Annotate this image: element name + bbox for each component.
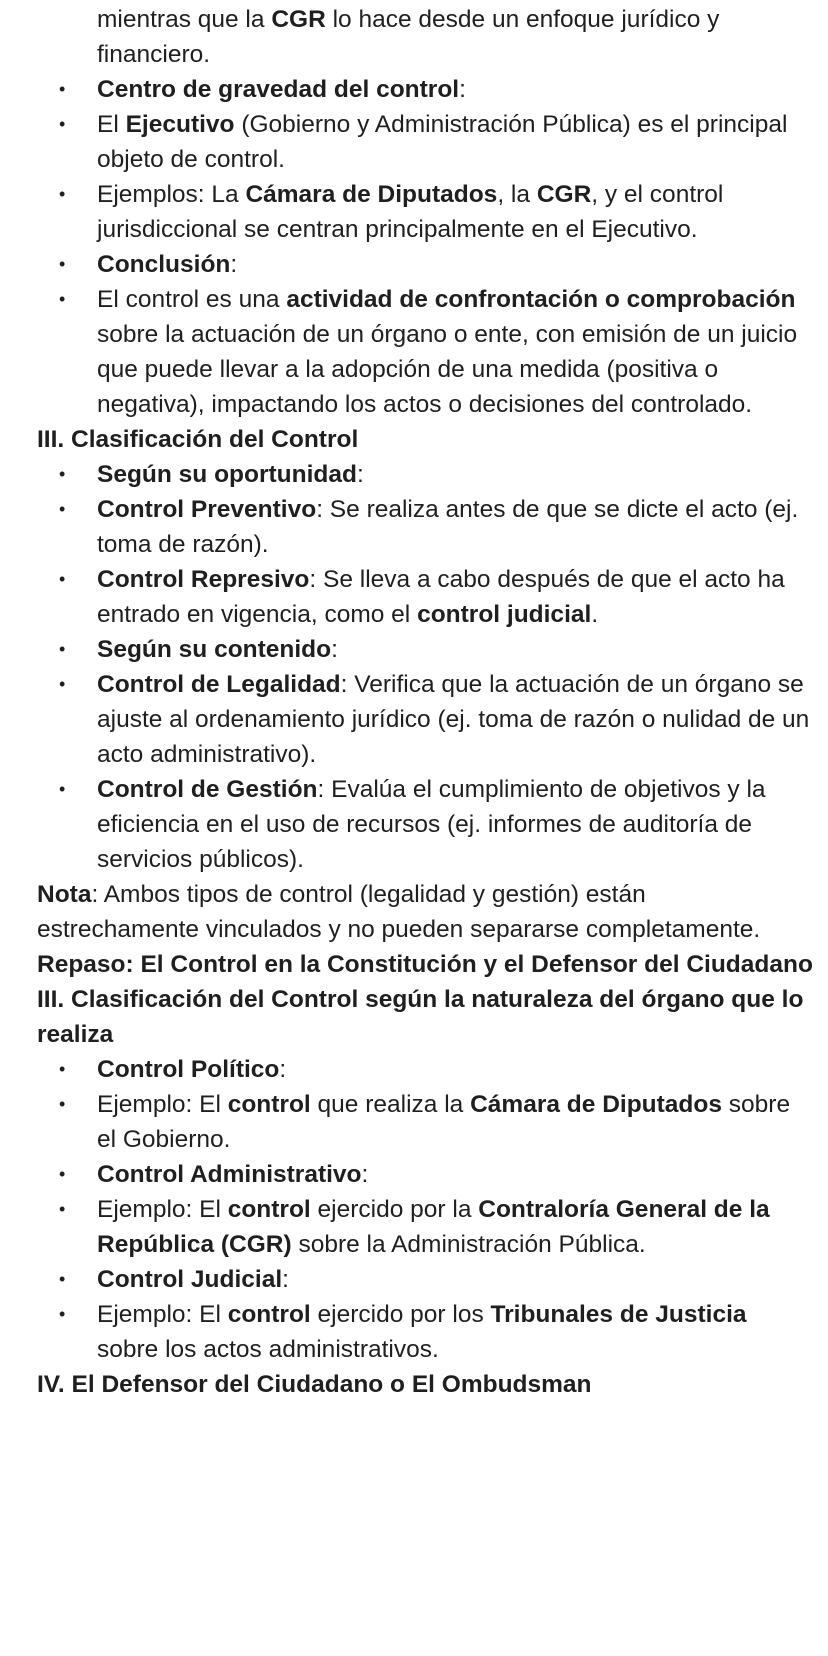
bold-text: Control de Legalidad [97, 671, 341, 698]
text-run: : Ambos tipos de control (legalidad y gestión) están estrechamente vinculados y no pueden separarse completamente. [37, 881, 761, 943]
bold-text: Control Preventivo [97, 496, 317, 523]
bold-text: Control de Gestión [97, 776, 318, 803]
text-run: : [282, 1266, 289, 1293]
bold-text: Cámara de Diputados [470, 1091, 722, 1118]
list-item [97, 177, 814, 247]
text-run: . [591, 601, 599, 628]
section-heading [37, 1367, 814, 1402]
bold-text: Nota [37, 881, 92, 908]
bullet-list [37, 1052, 814, 1367]
text-run: III. Clasificación del Control [37, 426, 359, 453]
bold-text: Conclusión [97, 251, 231, 278]
text-run: sobre la actuación de un órgano o ente, con emisión de un juicio que puede llevar a la adopción de una medida (positiva o negativa), impactando los actos o decisiones del controlado. [97, 321, 798, 418]
text-run: : [230, 251, 238, 278]
text-run: mientras que la [97, 6, 272, 33]
text-run: Ejemplos: La [97, 181, 246, 208]
section-heading [37, 422, 814, 457]
list-item-continuation [37, 2, 814, 72]
text-run: que realiza la [310, 1091, 471, 1118]
text-run: El [97, 111, 126, 138]
list-item [97, 1087, 814, 1157]
list-item [97, 632, 814, 667]
text-run: , y el control jurisdiccional se centran principalmente en el Ejecutivo. [97, 181, 724, 243]
text-run: sobre el Gobierno. [97, 1091, 791, 1153]
bold-text: Cámara de Diputados [245, 181, 498, 208]
text-run: Repaso: El Control en la Constitución y el Defensor del Ciudadano [37, 951, 813, 978]
list-item [97, 492, 814, 562]
section-heading [37, 982, 814, 1052]
bold-text: Según su contenido [97, 636, 332, 663]
text-run: , la [497, 181, 537, 208]
text-run: : [279, 1056, 287, 1083]
bold-text: Centro de gravedad del control [97, 76, 460, 103]
list-item [97, 247, 814, 282]
bold-text: CGR [536, 181, 592, 208]
text-run: : [459, 76, 466, 103]
text-run: Ejemplo: El [97, 1301, 228, 1328]
list-item [97, 1052, 814, 1087]
text-run: : Se realiza antes de que se dicte el acto (ej. toma de razón). [97, 496, 799, 558]
bullet-list [37, 457, 814, 877]
bold-text: Control Represivo [97, 566, 310, 593]
text-run: : [331, 636, 338, 663]
text-run: El control es una [97, 286, 287, 313]
text-run: : Se lleva a cabo después de que el acto ha entrado en vigencia, como el [97, 566, 785, 628]
text-run: : [361, 1161, 369, 1188]
bold-text: Contraloría General de la República (CGR) [97, 1196, 770, 1258]
bold-text: CGR [271, 6, 326, 33]
note-paragraph [37, 877, 814, 947]
text-run: (Gobierno y Administración Pública) es el principal objeto de control. [97, 111, 788, 173]
text-run: III. Clasificación del Control según la naturaleza del órgano que lo realiza [37, 986, 804, 1048]
list-item [97, 72, 814, 107]
text-run: : [356, 461, 364, 488]
bold-text: Control Judicial [97, 1266, 283, 1293]
list-item [97, 1192, 814, 1262]
bold-text: control [227, 1091, 311, 1118]
bold-text: Tribunales de Justicia [490, 1301, 747, 1328]
text-run: : Evalúa el cumplimiento de objetivos y la eficiencia en el uso de recursos (ej. informes de auditoría de servicios públicos). [97, 776, 766, 873]
list-item [97, 1262, 814, 1297]
section-heading [37, 947, 814, 982]
bold-text: control [227, 1301, 311, 1328]
list-item [97, 107, 814, 177]
text-run: IV. El Defensor del Ciudadano o El Ombudsman [37, 1371, 592, 1398]
bold-text: actividad de confrontación o comprobación [286, 286, 796, 313]
text-run: Ejemplo: El [97, 1091, 228, 1118]
list-item [97, 1157, 814, 1192]
text-run: ejercido por los [310, 1301, 491, 1328]
text-run: lo hace desde un enfoque jurídico y financiero. [97, 6, 720, 68]
list-item [97, 457, 814, 492]
bold-text: Ejecutivo [125, 111, 235, 138]
text-run: Ejemplo: El [97, 1196, 228, 1223]
text-run: sobre la Administración Pública. [291, 1231, 646, 1258]
text-run: : Verifica que la actuación de un órgano se ajuste al ordenamiento jurídico (ej. toma de razón o nulidad de un acto administrativo). [97, 671, 810, 768]
list-item [97, 772, 814, 877]
bold-text: control judicial [417, 601, 592, 628]
list-item [97, 282, 814, 422]
bold-text: control [227, 1196, 311, 1223]
text-run: ejercido por la [310, 1196, 479, 1223]
bullet-list [37, 72, 814, 422]
text-run: sobre los actos administrativos. [97, 1336, 439, 1363]
bold-text: Control Administrativo [97, 1161, 362, 1188]
bold-text: Según su oportunidad [97, 461, 357, 488]
bold-text: Control Político [97, 1056, 280, 1083]
list-item [97, 562, 814, 632]
list-item [97, 667, 814, 772]
list-item [97, 1297, 814, 1367]
